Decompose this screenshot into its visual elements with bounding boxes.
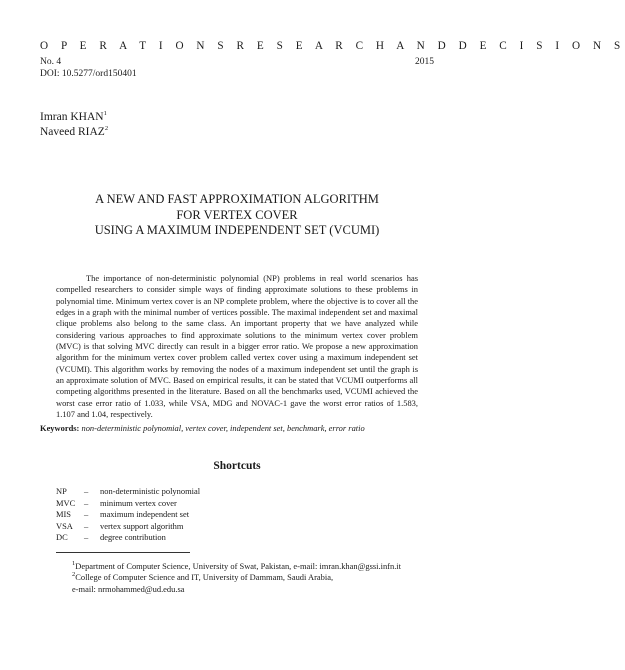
keywords-text: non-deterministic polynomial, vertex cover, independent set, benchmark, error ratio [81,423,365,433]
shortcut-dash: – [84,486,89,496]
shortcut-desc: minimum vertex cover [100,497,177,508]
keywords [40,423,434,434]
shortcut-dash: – [84,520,89,531]
title-line: FOR VERTEX COVER [176,207,298,222]
shortcut-abbr: NP [56,486,67,496]
footnotes [72,561,401,595]
shortcut-dash: – [84,509,89,520]
shortcut-item [56,509,200,521]
shortcuts-heading: Shortcuts [213,460,261,472]
shortcut-desc: vertex support algorithm [100,520,184,531]
shortcut-abbr: MVC [56,497,76,508]
author [40,110,108,125]
footnote-text: e-mail: nrmohammed@ud.edu.sa [72,583,185,594]
shortcut-dash: – [84,497,89,508]
title-line: A NEW AND FAST APPROXIMATION ALGORITHM [95,192,379,206]
author-name: Naveed RIAZ [40,125,105,138]
footnote-divider [56,552,190,553]
author-footnote-mark: 2 [104,124,109,132]
journal-name: O P E R A T I O N S R E S E A R C H A N D D E C I S I O N S [40,40,625,52]
footnote [72,572,401,583]
shortcut-desc: degree contribution [100,532,166,543]
shortcut-item [56,532,200,544]
shortcuts-list [56,486,200,544]
issue-number: No. 4 [40,57,62,67]
shortcut-desc: non-deterministic polynomial [100,486,201,496]
footnote-continuation [72,584,401,595]
footnote-text: Department of Computer Science, University of Swat, Pakistan, e-mail: imran.khan@gssi.infn.it [75,561,402,571]
shortcut-desc: maximum independent set [100,509,190,520]
shortcut-item [56,498,200,510]
footnote-text: College of Computer Science and IT, University of Dammam, Saudi Arabia, [75,572,334,583]
title-line: USING A MAXIMUM INDEPENDENT SET (VCUMI) [94,223,380,237]
shortcut-item [56,486,200,498]
author-footnote-mark: 1 [103,110,107,118]
publication-year: 2015 [415,57,434,67]
footnote-mark: 1 [72,560,76,568]
author-name: Imran KHAN [40,111,104,123]
shortcut-abbr: MIS [56,509,72,520]
shortcut-item [56,521,200,533]
issue-info [40,57,137,80]
footnote-mark: 2 [72,571,76,579]
author-list [40,110,108,139]
keywords-label: Keywords: [40,423,80,433]
footnote [72,561,401,572]
doi: DOI: 10.5277/ord150401 [40,68,137,79]
shortcut-abbr: DC [56,532,68,543]
shortcut-dash: – [84,532,89,543]
abstract: The importance of non-deterministic polynomial (NP) problems in real world scenarios has compelled researchers to consider simple ways of finding approximate solutions to these problems in polynomial time. Minimum vertex cover is an NP complete problem, where the objective is to cover all the edges in a graph with the minimal number of vertices possible. The maximal independent set and maximal clique problems also belong to the same class. An important property that we have analyzed while considering various approaches to find approximate solutions to the minimum vertex cover problem (MVC) is that solving MVC directly can result in a bigger error ratio. We propose a new approximation algorithm for the minimum vertex cover problem called vertex cover using a maximum independent set (VCUMI). This algorithm works by removing the nodes of a maximum independent set until the graph is an approximate solution of MVC. Based on empirical results, it can be stated that VCUMI outperforms all competing algorithms presented in the literature. Based on all the benchmarks used, VCUMI achieved the worst case error ratio of 1.033, while VSA, MDG and NOVAC-1 gave the worst error ratios of 1.583, 1.107 and 1.04, respectively. [56,273,418,420]
author [40,125,108,140]
shortcut-abbr: VSA [56,520,73,531]
paper-title [40,192,434,239]
